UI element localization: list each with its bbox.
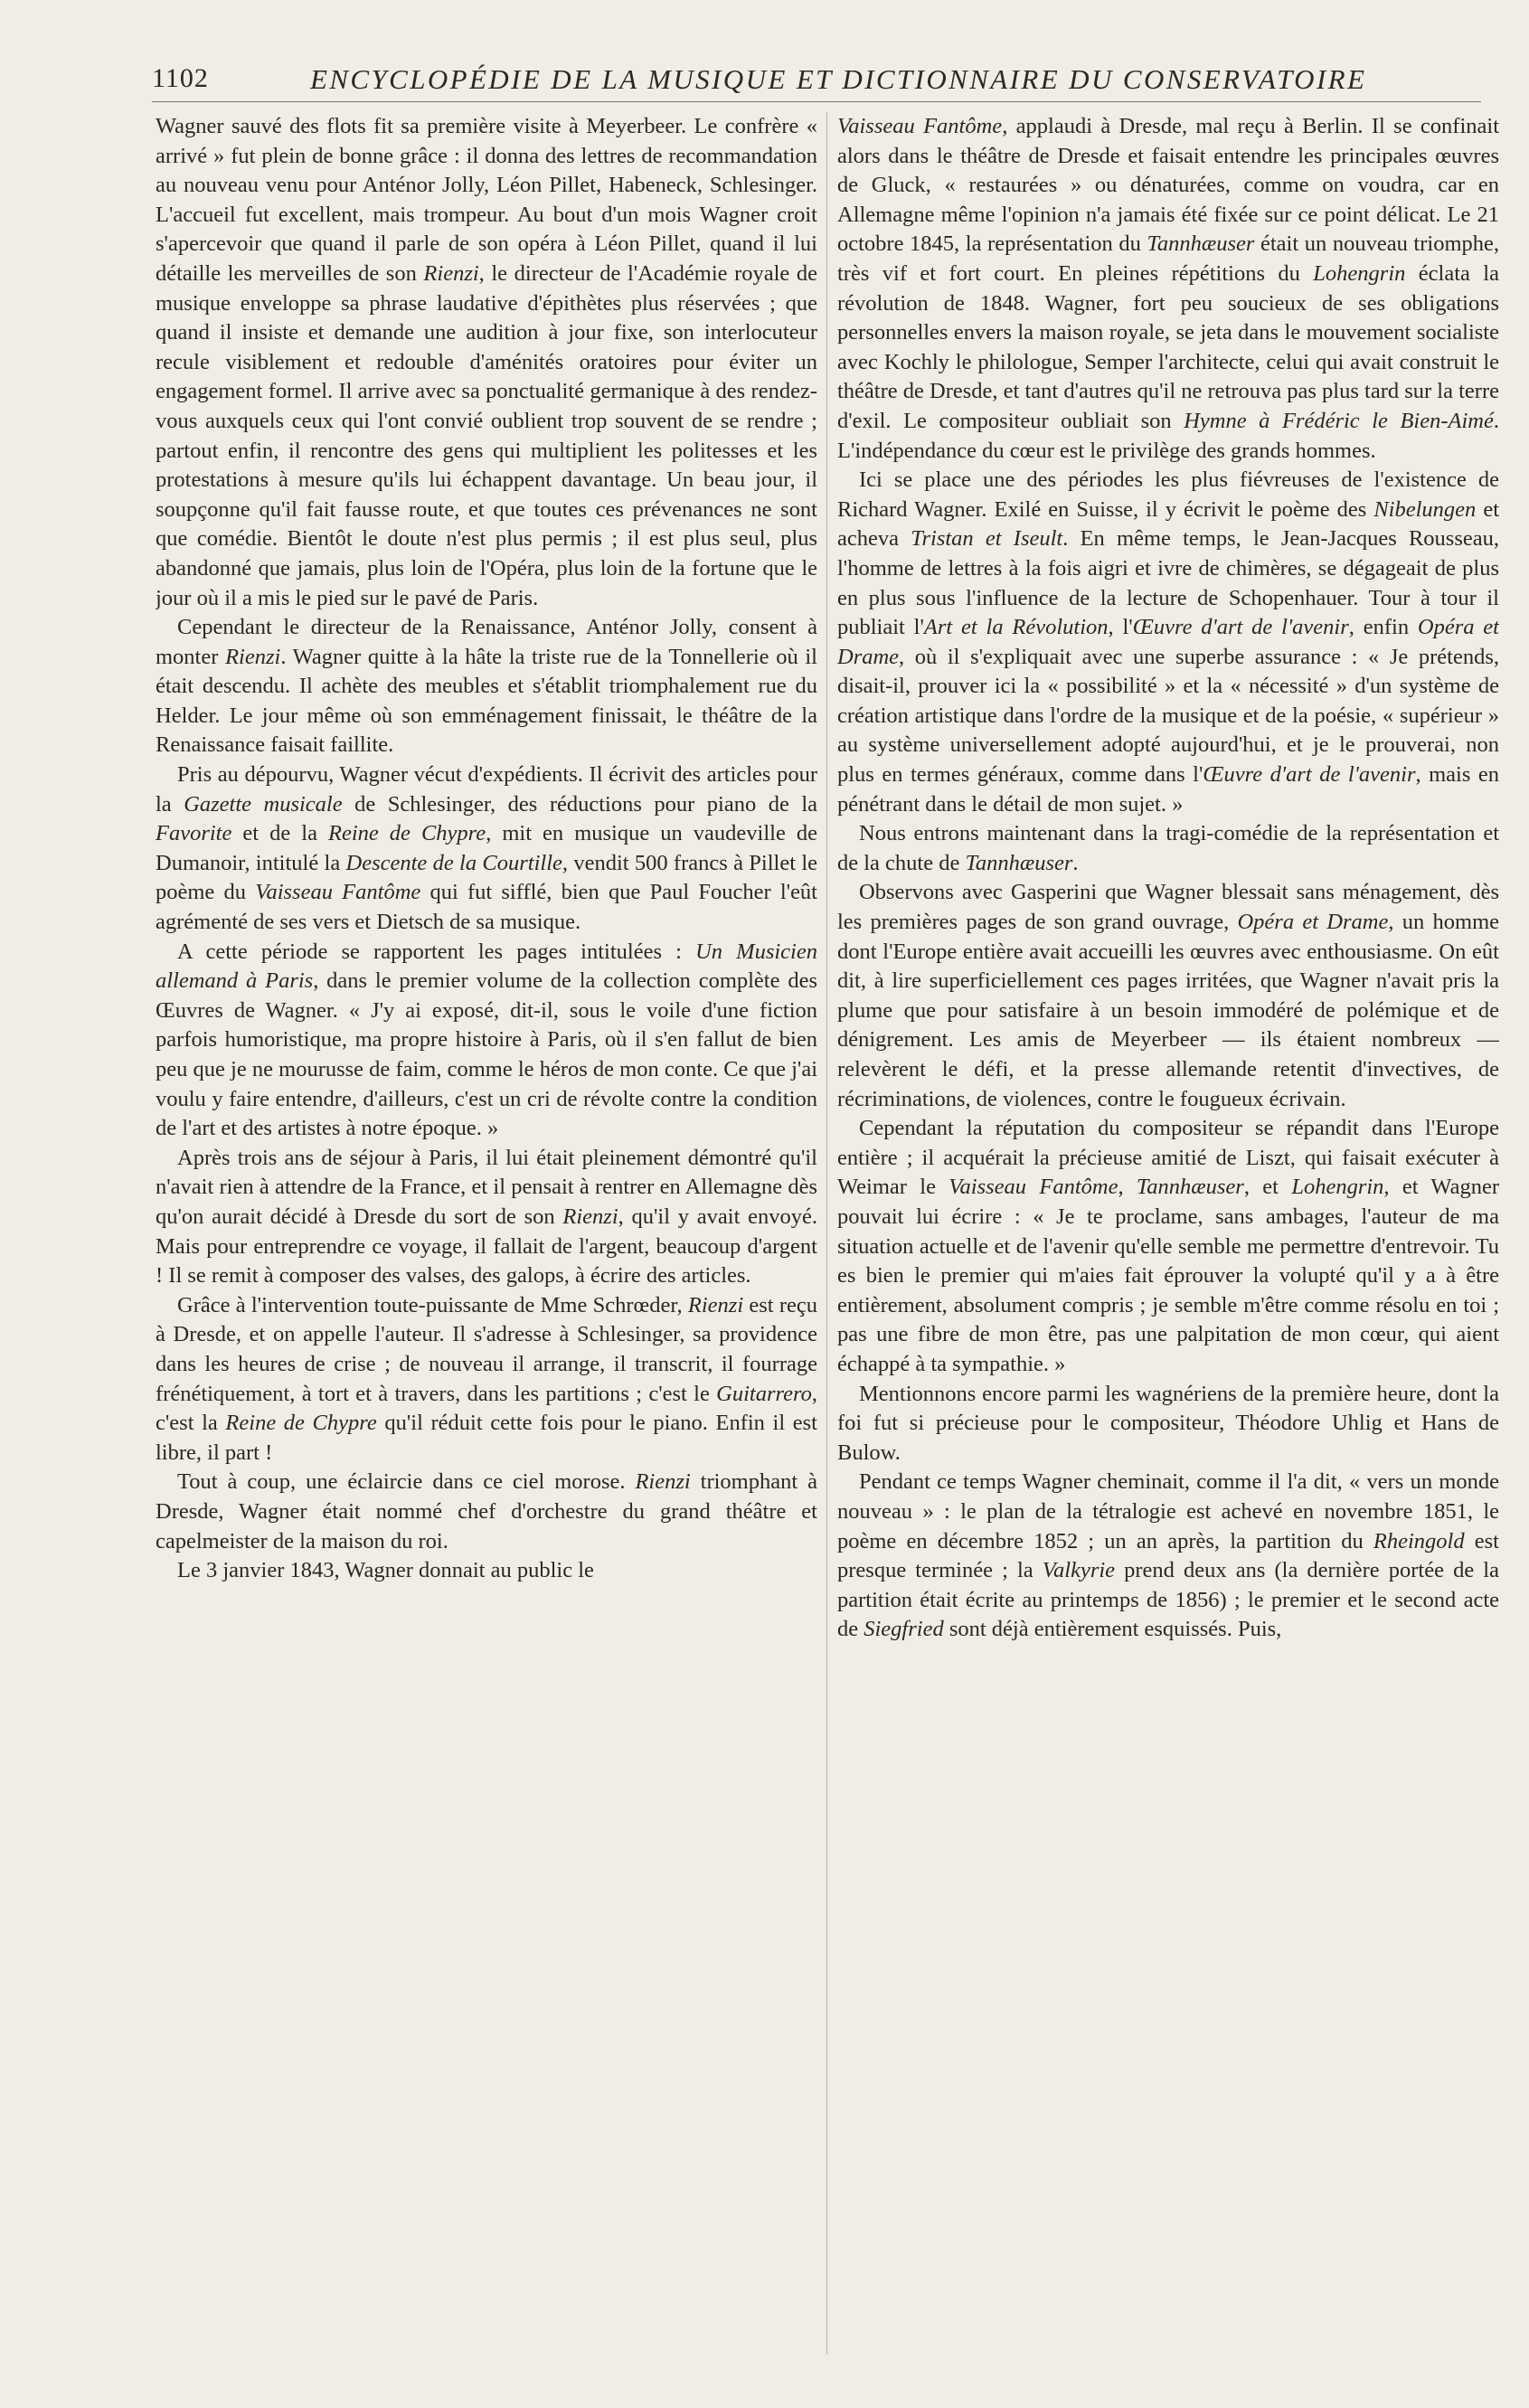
paragraph [156, 112, 817, 613]
text-run: Après trois ans de séjour à Paris, il lui était pleinement démontré qu'il n'avait rien à attendre de la France, et il pensait à rentrer en Allemagne dès qu'on aurait décidé à Dresde du sort de son [156, 1145, 817, 1229]
text-run: Pris au dépourvu, Wagner vécut d'expédients. Il écrivit des articles pour la [156, 762, 817, 817]
italic-title: Reine de Chypre [225, 1411, 377, 1436]
paragraph [156, 938, 817, 1144]
text-run: Nous entrons maintenant dans la tragi-comédie de la représentation et de la chute de [837, 821, 1499, 875]
text-run: , [1118, 1175, 1137, 1200]
text-run: Cependant la réputation du compositeur se répandit dans l'Europe entière ; il acquérait la précieuse amitié de Liszt, qui faisait exécuter à Weimar le [837, 1116, 1499, 1200]
italic-title: Vaisseau Fantôme [255, 880, 421, 905]
paragraph [156, 613, 817, 760]
italic-title: Hymne à Frédéric le Bien-Aimé [1184, 408, 1494, 433]
italic-title: Gazette musicale [184, 791, 343, 817]
italic-title: Art et la Révolution [923, 615, 1109, 640]
text-run: . [1072, 850, 1079, 875]
text-run: . Wagner quitte à la hâte la triste rue de la Tonnellerie où il était descendu. Il achète des meubles et s'établit triomphalement rue du Helder. Le jour même où son emménagement finissait, le théâtre de la Renaissance faisait faillite. [156, 644, 817, 758]
text-run: était un nouveau triomphe, très vif et fort court. En pleines répétitions du [837, 231, 1499, 286]
italic-title: Œuvre d'art de l'avenir [1203, 762, 1416, 788]
text-run: , dans le premier volume de la collection complète des Œuvres de Wagner. « J'y ai exposé, dit-il, sous le voile d'une fiction parfois humoristique, ma propre histoire à Paris, où il s'en fallut de bien peu que je ne mourusse de faim, comme le héros de mon conte. Ce que j'ai voulu y faire entendre, d'ailleurs, c'est un cri de révolte contre la condition de l'art et des artistes à notre époque. » [156, 968, 817, 1141]
running-title: ENCYCLOPÉDIE DE LA MUSIQUE ET DICTIONNAIRE DU CONSERVATOIRE [310, 63, 1367, 95]
italic-title: Reine de Chypre [328, 821, 486, 846]
paragraph [837, 466, 1499, 819]
text-run: éclata la révolution de 1848. Wagner, fort peu soucieux de ses obligations personnelles envers la maison royale, se jeta dans le mouvement socialiste avec Kochly le philologue, Semper l'architecte, celui qui avait construit le théâtre de Dresde, et tant d'autres qu'il ne retrouva pas plus tard sur la terre d'exil. Le compositeur oubliait son [837, 260, 1499, 433]
paragraph [156, 1144, 817, 1291]
text-run: , le directeur de l'Académie royale de musique enveloppe sa phrase laudative d'épithètes plus réservées ; que quand il insiste et demande une audition à jour fixe, son interlocuteur recule visiblement et redouble d'aménités oratoires pour éviter un engagement formel. Il arrive avec sa ponctualité germanique à des rendez-vous auxquels ceux qui l'ont convié oublient trop souvent de se rendre ; partout enfin, il rencontre des gens qui multiplient les politesses et les protestations à mesure qu'ils lui échappent davantage. Un beau jour, il soupçonne qu'il fait fausse route, et que toutes ces prévenances ne sont que comédie. Bientôt le doute n'est plus permis ; il est plus seul, plus abandonné que jamais, plus loin de l'Opéra, plus loin de la fortune que le jour où il a mis le pied sur le pavé de Paris. [156, 260, 817, 610]
italic-title: Un Musicien allemand à Paris [156, 939, 817, 994]
text-run: . L'indépendance du cœur est le privilège des grands hommes. [837, 408, 1499, 463]
italic-title: Tristan et Iseult [911, 526, 1063, 552]
text-run: Tout à coup, une éclaircie dans ce ciel morose. [177, 1469, 636, 1495]
text-run: , mais en pénétrant dans le détail de mon sujet. » [837, 762, 1499, 817]
italic-title: Descente de la Courtille [345, 850, 562, 875]
italic-title: Guitarrero [716, 1381, 812, 1406]
text-run: , mit en musique un vaudeville de Dumanoir, intitulé la [156, 821, 817, 875]
text-run: A cette période se rapportent les pages intitulées : [177, 939, 696, 964]
text-run: , et Wagner pouvait lui écrire : « Je te proclame, sans ambages, l'auteur de ma situation actuelle et de l'avenir qu'elle semble me permettre d'entrevoir. Tu es bien le premier qui m'aies fait éprouver la volupté qu'il y a à être entièrement, absolument compris ; je semble m'être comme résolu en toi ; pas une fibre de mon être, pas une palpitation de mon cœur, qui aient échappé à ta sympathie. » [837, 1175, 1499, 1376]
text-run: est presque terminée ; la [837, 1528, 1499, 1583]
italic-title: Rienzi [635, 1469, 691, 1495]
text-run: Wagner sauvé des flots fit sa première visite à Meyerbeer. Le confrère « arrivé » fut plein de bonne grâce : il donna des lettres de recommandation au nouveau venu pour Anténor Jolly, Léon Pillet, Habeneck, Schlesinger. L'accueil fut excellent, mais trompeur. Au bout d'un mois Wagner croit s'apercevoir que quand il parle de son opéra à Léon Pillet, quand il lui détaille les merveilles de son [156, 114, 817, 286]
text-run: Ici se place une des périodes les plus fiévreuses de l'existence de Richard Wagner. Exilé en Suisse, il y écrivit le poème des [837, 467, 1499, 522]
text-run: Grâce à l'intervention toute-puissante de Mme Schrœder, [177, 1292, 688, 1317]
text-run: . En même temps, le Jean-Jacques Rousseau, l'homme de lettres à la fois aigri et ivre de chimères, se dégageait de plus en plus sous l'influence de la lecture de Schopenhauer. Tour à tour il publiait l' [837, 526, 1499, 640]
text-run: sont déjà entièrement esquissés. Puis, [943, 1617, 1282, 1642]
italic-title: Tannhæuser [1136, 1175, 1244, 1200]
italic-title: Rheingold [1373, 1528, 1465, 1553]
italic-title: Rienzi [225, 644, 281, 669]
italic-title: Lohengrin [1313, 260, 1406, 286]
text-run: de Schlesinger, des réductions pour piano de la [342, 791, 817, 817]
text-run: , un homme dont l'Europe entière avait accueilli les œuvres avec enthousiasme. On eût dit, à lire superficiellement ces pages irritées, que Wagner n'avait pris la plume que pour satisfaire à un besoin immodéré de polémique et de dénigrement. Les amis de Meyerbeer — ils étaient nombreux — relevèrent le défi, et la presse allemande retentit d'invectives, de récriminations, de violences, contre le fougueux écrivain. [837, 910, 1499, 1111]
italic-title: Lohengrin [1291, 1175, 1384, 1200]
text-run: qui fut sifflé, bien que Paul Foucher l'eût agrémenté de ses vers et Dietsch de sa musique. [156, 880, 817, 935]
text-run: et de la [231, 821, 328, 846]
italic-title: Vaisseau Fantôme [837, 114, 1003, 138]
italic-title: Rienzi [687, 1292, 744, 1317]
text-run: est reçu à Dresde, et on appelle l'auteur. Il s'adresse à Schlesinger, sa providence dans les heures de crise ; de nouveau il arrange, il transcrit, il fourrage frénétiquement, à tort et à travers, dans les partitions ; c'est le [156, 1292, 817, 1406]
italic-title: Opéra et Drame [1237, 910, 1389, 935]
text-run: prend deux ans (la dernière portée de la partition était écrite au printemps de 1856) ; le premier et le second acte de [837, 1558, 1499, 1642]
italic-title: Tannhæuser [965, 850, 1073, 875]
text-run: , et [1243, 1175, 1292, 1200]
italic-title: Rienzi [562, 1204, 618, 1229]
header-rule [152, 101, 1481, 102]
italic-title: Opéra et Drame [837, 615, 1499, 669]
italic-title: Tannhæuser [1147, 231, 1255, 257]
paragraph [837, 1114, 1499, 1379]
italic-title: Vaisseau Fantôme [949, 1175, 1118, 1200]
text-run: , vendit 500 francs à Pillet le poème du [156, 850, 817, 905]
text-run: , qu'il y avait envoyé. Mais pour entreprendre ce voyage, il fallait de l'argent, beaucoup d'argent ! Il se remit à composer des valses, des galops, à écrire des articles. [156, 1204, 817, 1289]
paragraph [837, 1380, 1499, 1468]
text-run: triomphant à Dresde, Wagner était nommé chef d'orchestre du grand théâtre et capelmeister de la maison du roi. [156, 1469, 817, 1553]
text-run: , enfin [1348, 615, 1418, 640]
page-number: 1102 [152, 63, 209, 93]
text-run: Observons avec Gasperini que Wagner blessait sans ménagement, dès les premières pages de son grand ouvrage, [837, 880, 1499, 935]
page-header [152, 63, 1367, 103]
text-run: Le 3 janvier 1843, Wagner donnait au public le [177, 1558, 594, 1583]
paragraph [837, 878, 1499, 1114]
italic-title: Rienzi [423, 260, 479, 286]
paragraph [837, 819, 1499, 878]
paragraph [156, 1468, 817, 1556]
text-run: Cependant le directeur de la Renaissance, Anténor Jolly, consent à monter [156, 615, 817, 669]
paragraph [837, 1468, 1499, 1645]
text-run: qu'il réduit cette fois pour le piano. Enfin il est libre, il part ! [156, 1411, 817, 1465]
paragraph [156, 1291, 817, 1468]
text-run: , c'est la [156, 1381, 817, 1436]
italic-title: Œuvre d'art de l'avenir [1132, 615, 1349, 640]
text-run: , où il s'expliquait avec une superbe assurance : « Je prétends, disait-il, prouver ici la « possibilité » et la « nécessité » d'un système de création artistique dans l'ordre de la musique et de la poésie, « supérieur » au système universellement adopté aujourd'hui, et je le prouverai, non plus en termes généraux, comme dans l' [837, 644, 1499, 788]
text-run: , l' [1108, 615, 1133, 640]
right-column [837, 112, 1499, 2382]
text-run: et acheva [837, 496, 1499, 552]
paragraph [837, 112, 1499, 466]
italic-title: Nibelungen [1373, 496, 1477, 522]
left-column [156, 112, 817, 2382]
column-divider [826, 112, 827, 2355]
italic-title: Valkyrie [1042, 1558, 1116, 1583]
italic-title: Favorite [156, 821, 232, 846]
text-run: , applaudi à Dresde, mal reçu à Berlin. Il se confinait alors dans le théâtre de Dresde et faisait entendre les principales œuvres de Gluck, « restaurées » ou dénaturées, comme on voudra, car en Allemagne même l'opinion n'a jamais été fixée sur ce point délicat. Le 21 octobre 1845, la représentation du [837, 114, 1499, 257]
paragraph [156, 1556, 817, 1586]
text-run: Pendant ce temps Wagner cheminait, comme il l'a dit, « vers un monde nouveau » : le plan de la tétralogie est achevé en novembre 1851, le poème en décembre 1852 ; un an après, la partition du [837, 1469, 1499, 1553]
text-run: Mentionnons encore parmi les wagnériens de la première heure, dont la foi fut si précieuse pour le compositeur, Théodore Uhlig et Hans de Bulow. [837, 1381, 1499, 1465]
paragraph [156, 760, 817, 938]
italic-title: Siegfried [864, 1617, 944, 1642]
